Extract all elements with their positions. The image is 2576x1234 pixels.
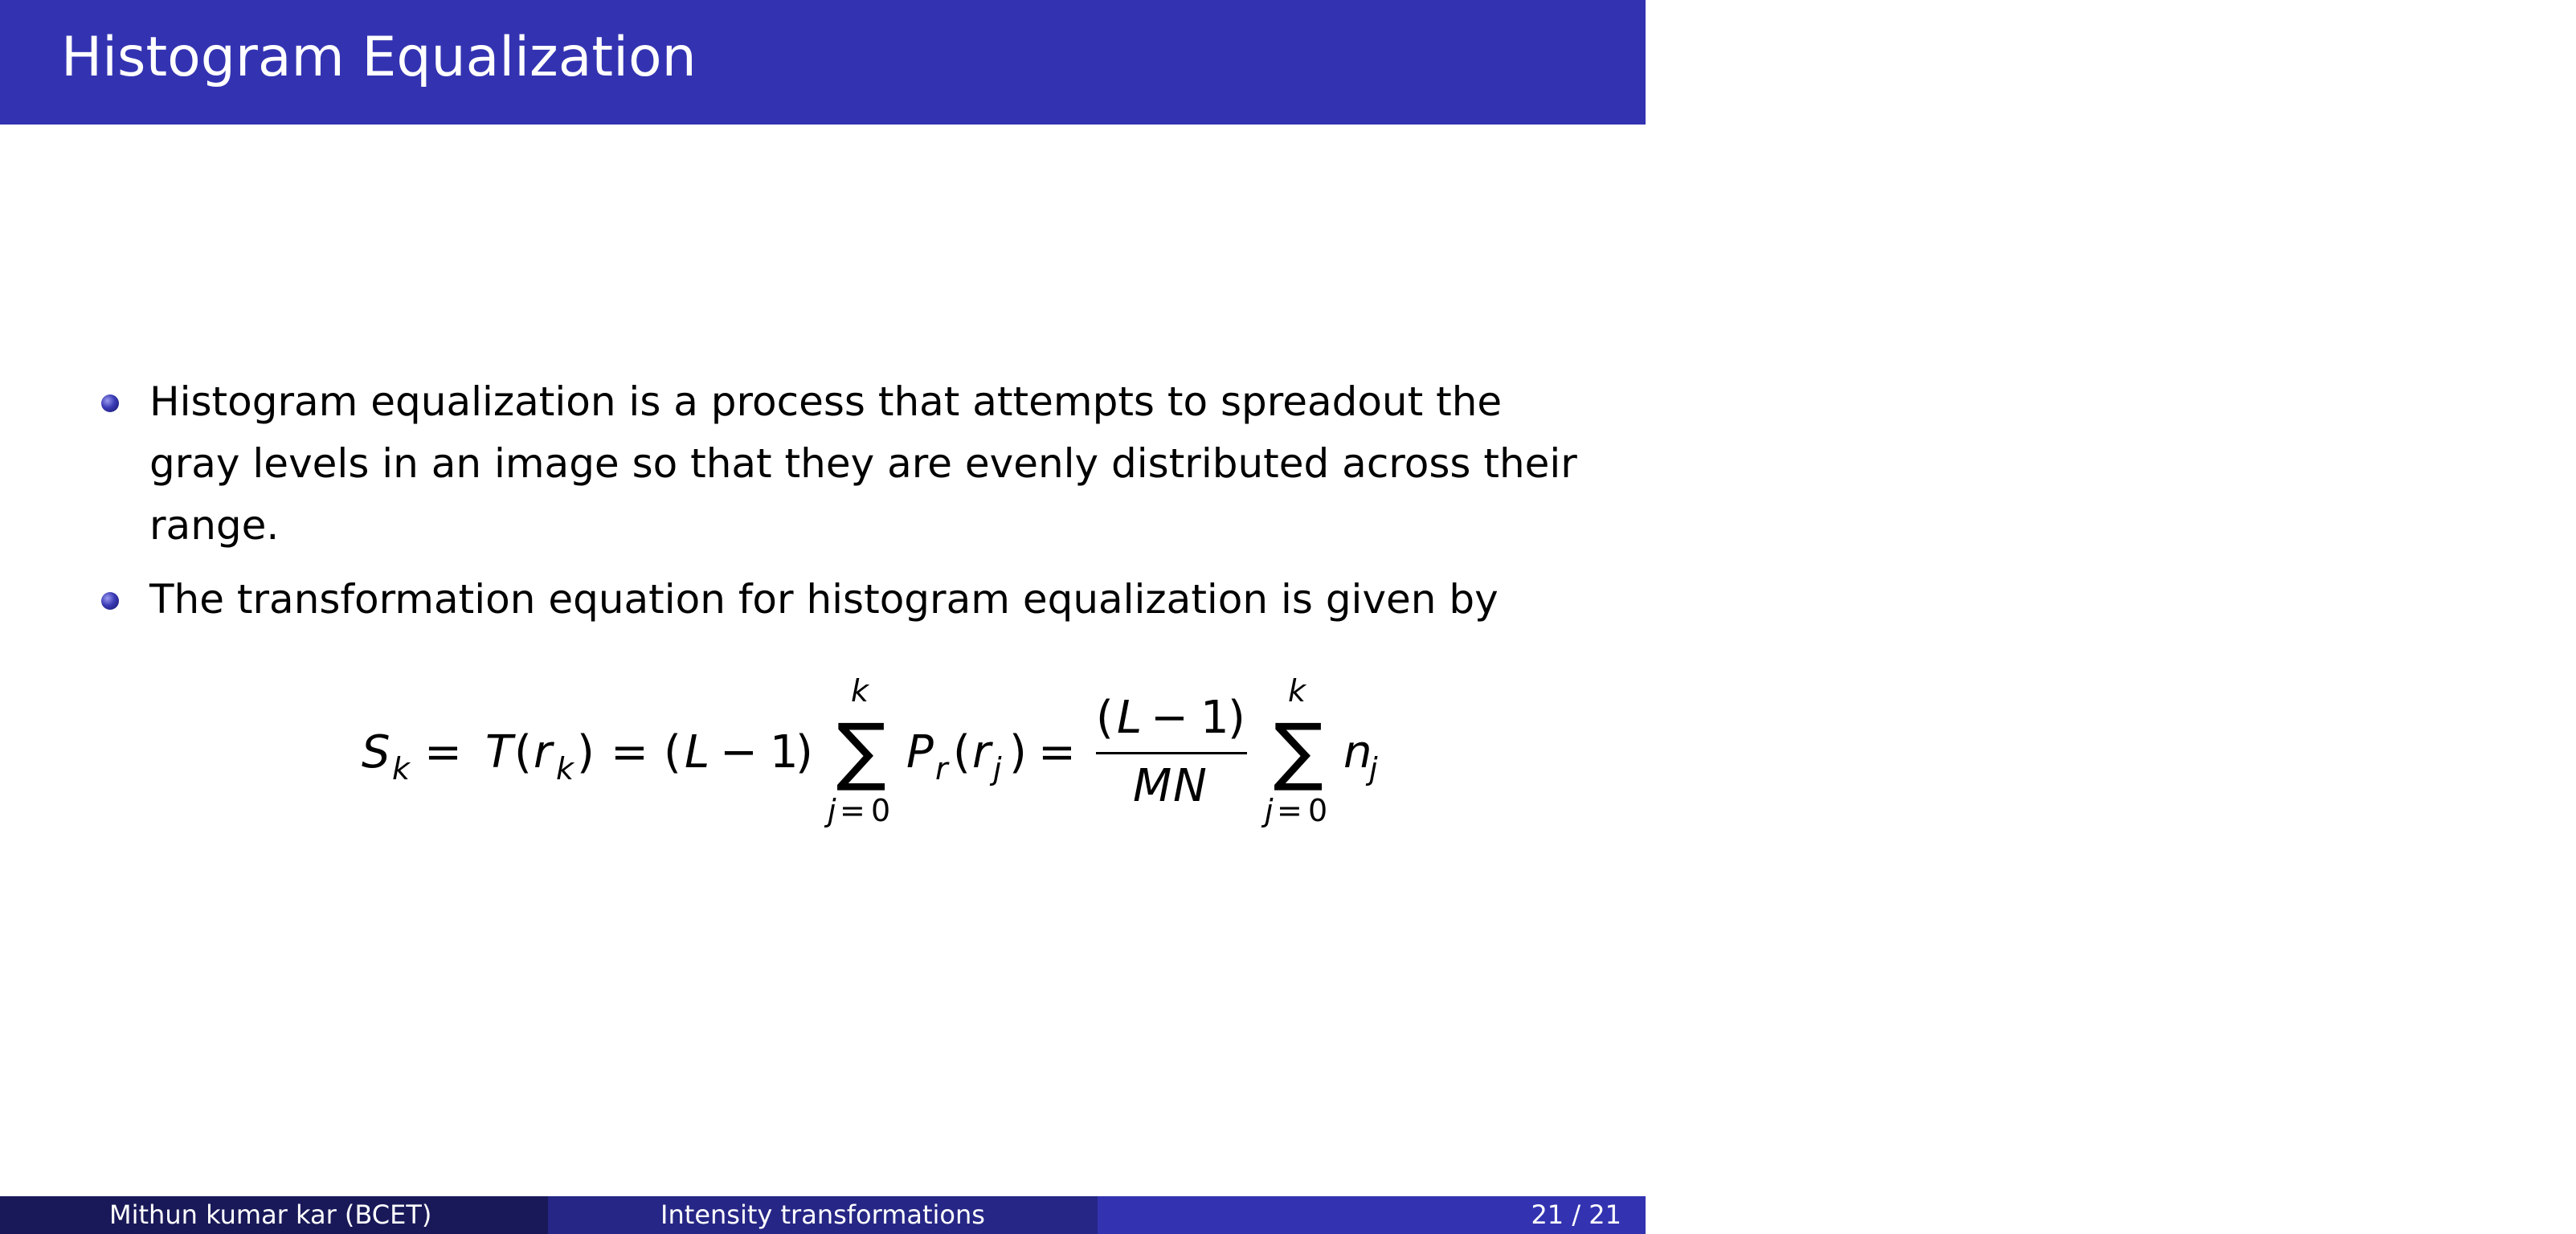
footer-bar xyxy=(0,1196,2576,1234)
page-number: 21 / 21 xyxy=(1531,1199,1621,1230)
index-j: j xyxy=(1265,793,1274,828)
bullet-item xyxy=(101,569,1604,631)
minus-sign: − xyxy=(1151,692,1188,744)
bullet-icon xyxy=(101,592,119,610)
paren-close: ) xyxy=(1009,726,1027,778)
bullet-text: The transformation equation for histogram equalization is given by xyxy=(149,576,1499,623)
symbol-r: r xyxy=(534,726,553,778)
subscript-j: j xyxy=(1369,751,1378,787)
fraction-bar xyxy=(1096,752,1247,754)
bullet-icon xyxy=(101,394,119,412)
equals-sign: = xyxy=(840,793,865,828)
minus-sign: − xyxy=(720,726,758,778)
paren-open: ( xyxy=(1096,692,1114,744)
equals-sign: = xyxy=(1277,793,1302,828)
summation-sign: ∑ xyxy=(836,708,886,794)
bullet-list xyxy=(101,371,1604,643)
footer-topic-section xyxy=(548,1196,1098,1234)
paren-open: ( xyxy=(664,726,681,778)
footer-author-section xyxy=(0,1196,548,1234)
symbol-n: n xyxy=(1343,726,1372,778)
symbol-P: P xyxy=(906,726,934,778)
bullet-item xyxy=(101,371,1604,557)
sum-upper-limit: k xyxy=(1287,673,1306,709)
paren-close: ) xyxy=(577,726,595,778)
footer-date: August 23, 2020 xyxy=(2363,1199,2576,1230)
title-bar xyxy=(0,0,1646,125)
bullet-text: Histogram equalization is a process that attempts to spreadout the gray levels in an image so that they are evenly distributed across their range. xyxy=(149,378,1577,549)
symbol-N: N xyxy=(1173,760,1207,812)
slide-title: Histogram Equalization xyxy=(61,26,697,89)
number-zero: 0 xyxy=(871,793,891,828)
fraction xyxy=(1096,692,1247,812)
number-one: 1 xyxy=(770,726,799,778)
number-one: 1 xyxy=(1200,692,1229,744)
paren-close: ) xyxy=(1228,692,1245,744)
number-zero: 0 xyxy=(1308,793,1328,828)
symbol-M: M xyxy=(1133,760,1172,812)
sum-lower-limit xyxy=(824,793,890,828)
symbol-r: r xyxy=(972,726,992,778)
subscript-r: r xyxy=(935,751,948,787)
subscript-k: k xyxy=(556,751,574,787)
sum-lower-limit xyxy=(1261,793,1327,828)
equalization-formula xyxy=(0,675,1646,844)
subscript-j: j xyxy=(993,751,1002,787)
paren-close: ) xyxy=(795,726,813,778)
equals-sign: = xyxy=(424,726,462,778)
sum-upper-limit: k xyxy=(850,673,869,709)
symbol-L: L xyxy=(1117,692,1143,744)
index-j: j xyxy=(828,793,836,828)
paren-open: ( xyxy=(514,726,532,778)
subscript-k: k xyxy=(392,751,411,787)
footer-topic: Intensity transformations xyxy=(660,1199,985,1230)
footer-date-section xyxy=(1098,1196,2576,1234)
equals-sign: = xyxy=(611,726,648,778)
symbol-L: L xyxy=(685,726,710,778)
symbol-T: T xyxy=(485,726,513,778)
footer-author: Mithun kumar kar (BCET) xyxy=(109,1199,432,1230)
equals-sign: = xyxy=(1038,726,1076,778)
symbol-S: S xyxy=(362,726,390,778)
paren-open: ( xyxy=(953,726,971,778)
summation-sign: ∑ xyxy=(1274,708,1323,794)
